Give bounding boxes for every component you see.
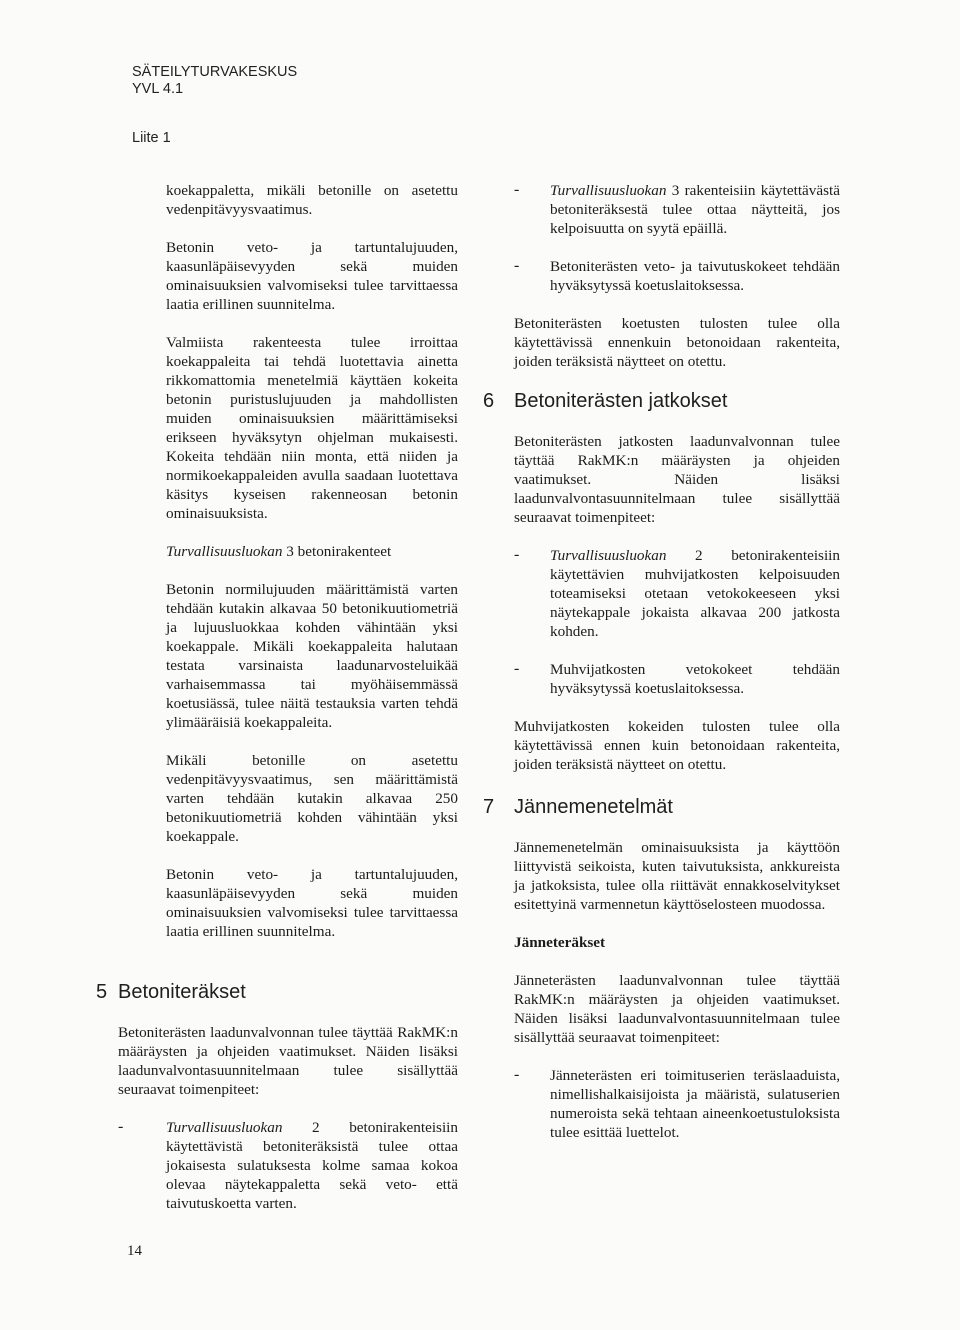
left-column [166, 181, 458, 941]
list-rest: 2 betonirakenteisiin käytettävistä betoniteräksistä tulee ottaa jokaisesta sulatuksesta kolme samaa kokoa olevaa näytekappaletta sekä veto- että taivutuskoetta varten. [166, 1119, 458, 1212]
paragraph: Betonin normilujuuden määrittämistä varten tehdään kutakin alkavaa 50 betonikuutiometriä ja lujuusluokkaa kohden vähintään yksi koekappale. Mikäli koekappaleita halutaan testata varsinaista laadunarvosteluikää varhaisemmassa tai myöhäisemmässä koetusiässä, tulee näitä testauksia varten tehdä ylimääräisiä koekappaleita. [166, 581, 458, 731]
list-item [514, 257, 840, 295]
subheading: Jänneteräkset [514, 934, 606, 951]
section-number: 7 [483, 796, 495, 818]
section-number: 6 [483, 390, 495, 412]
list-text: Jänneterästen eri toimituserien teräslaaduista, nimellishalkaisijoista ja määristä, sulatuserien numeroista sekä tehtaan aineenkoetustuloksista tulee esittää luettelot. [550, 1067, 840, 1141]
attachment-label: Liite 1 [132, 130, 171, 146]
section-7-body [514, 838, 840, 1142]
section-6-body [514, 432, 840, 774]
paragraph: koekappaletta, mikäli betonille on asetettu vedenpitävyysvaatimus. [166, 182, 458, 218]
list-item [514, 660, 840, 698]
list-italic: Turvallisuusluokan [550, 182, 667, 199]
list-text [166, 1118, 458, 1213]
paragraph: Valmiista rakenteesta tulee irroittaa koekappaleita tai tehdä luotettavia ainetta rikkomattomia menetelmiä käyttäen kokeita betonin puristuslujuuden ja mahdollisten muiden ominaisuuksien määrittämiseksi erikseen hyväksytyn ohjelman mukaisesti. Kokeita tehdään niin monta, että niiden ja normikoekappaleiden avulla saadaan luotettava käsitys kyseisen rakenneosan betonin ominaisuuksista. [166, 334, 458, 522]
section-title: Betoniteräkset [118, 981, 246, 1003]
list-dash: - [514, 257, 520, 274]
paragraph: Betonin veto- ja tartuntalujuuden, kaasunläpäisevyyden sekä muiden ominaisuuksien valvomiseksi tulee tarvittaessa laatia erillinen suunnitelma. [166, 239, 458, 313]
paragraph: Jännemenetelmän ominaisuuksista ja käyttöön liittyvistä seikoista, kuten taivutuksista, ankkureista ja jatkoksista, tulee olla riittävät ennakkoselvitykset esitettyinä varmennetun käyttöselosteen muodossa. [514, 839, 840, 913]
list-rest: 3 rakenteisiin käytettävästä betoniteräksestä tulee ottaa näytteitä, jos kelpoisuutta on syytä epäillä. [550, 182, 840, 237]
list-dash: - [514, 1066, 520, 1083]
subheading-rest: 3 betonirakenteet [282, 543, 392, 560]
list-dash: - [514, 546, 520, 563]
right-column-top [514, 181, 840, 371]
list-item [514, 181, 840, 238]
list-dash: - [118, 1118, 124, 1135]
list-italic: Turvallisuusluokan [550, 547, 667, 564]
list-rest: 2 betonirakenteisiin käytettävien muhvijatkosten kelpoisuuden toteamiseksi otetaan vetokokeeseen yksi näytekappale jokaista alkavaa 200 jatkosta kohden. [550, 547, 840, 640]
paragraph: Betoniterästen koetusten tulosten tulee olla käytettävissä ennenkuin betonoidaan rakenteita, joiden teräksistä näytteet on otettu. [514, 315, 840, 370]
page-number: 14 [127, 1243, 142, 1259]
list-item [514, 1066, 840, 1142]
section-5-body [118, 1023, 458, 1213]
list-text [550, 181, 840, 238]
list-italic: Turvallisuusluokan [166, 1119, 283, 1136]
list-dash: - [514, 660, 520, 677]
section-number: 5 [96, 981, 108, 1003]
paragraph: Jänneterästen laadunvalvonnan tulee täyttää RakMK:n määräysten ja ohjeiden vaatimukset. Näiden lisäksi laadunvalvontasuunnitelmaan tulee sisällyttää seuraavat toimenpiteet: [514, 972, 840, 1046]
paragraph: Mikäli betonille on asetettu vedenpitävyysvaatimus, sen määrittämistä varten tehdään kutakin alkavaa 250 betonikuutiometriä kohden vähintään yksi koekappale. [166, 752, 458, 845]
paragraph: Betoniterästen laadunvalvonnan tulee täyttää RakMK:n määräysten ja ohjeiden vaatimukset. Näiden lisäksi laadunvalvontasuunnitelmaan tulee sisällyttää seuraavat toimenpiteet: [118, 1024, 458, 1098]
organization-name: SÄTEILYTURVAKESKUS [132, 64, 298, 80]
paragraph: Betonin veto- ja tartuntalujuuden, kaasunläpäisevyyden sekä muiden ominaisuuksien valvomiseksi tulee tarvittaessa laatia erillinen suunnitelma. [166, 866, 458, 940]
paragraph: Muhvijatkosten kokeiden tulosten tulee olla käytettävissä ennen kuin betonoidaan rakenteita, joiden teräksistä näytteet on otettu. [514, 718, 840, 773]
list-text [550, 546, 840, 641]
paragraph: Betoniterästen jatkosten laadunvalvonnan tulee täyttää RakMK:n määräysten ja ohjeiden vaatimukset. Näiden lisäksi laadunvalvontasuunnitelmaan tulee sisällyttää seuraavat toimenpiteet: [514, 433, 840, 526]
section-title: Jännemenetelmät [514, 796, 673, 818]
list-text: Muhvijatkosten vetokokeet tehdään hyväksytyssä koetuslaitoksessa. [550, 661, 840, 697]
list-dash: - [514, 181, 520, 198]
guide-code: YVL 4.1 [132, 81, 184, 97]
section-title: Betoniterästen jatkokset [514, 390, 728, 412]
list-item [118, 1118, 458, 1213]
list-item [514, 546, 840, 641]
list-text: Betoniterästen veto- ja taivutuskokeet tehdään hyväksytyssä koetuslaitoksessa. [550, 258, 840, 294]
subheading [166, 542, 458, 561]
subheading-italic: Turvallisuusluokan [166, 543, 283, 560]
